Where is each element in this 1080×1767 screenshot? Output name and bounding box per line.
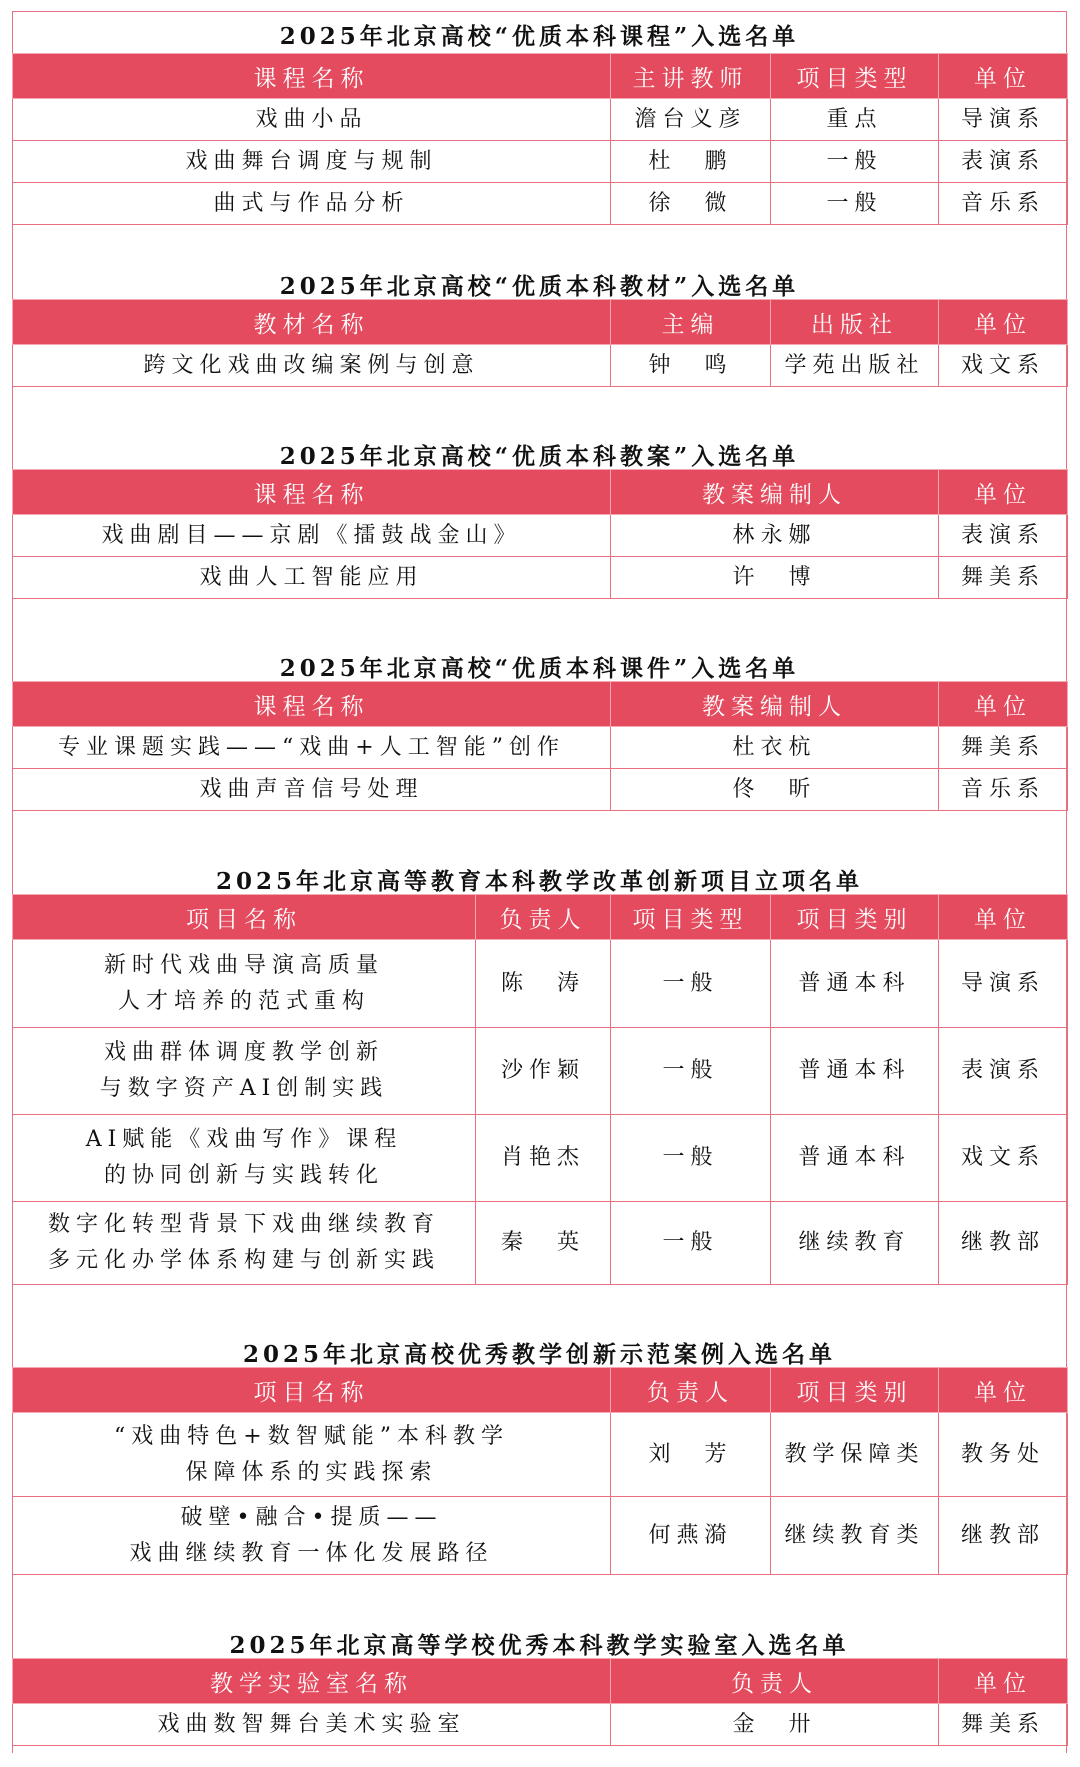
table-header-row	[13, 470, 1068, 515]
table-row	[13, 1028, 1068, 1115]
table-row	[13, 1704, 1068, 1746]
column-header: 单位	[939, 54, 1068, 99]
table-cell: 教务处	[939, 1413, 1068, 1497]
table-row	[13, 727, 1068, 769]
table-cell: 继续教育	[771, 1202, 939, 1285]
table-cell: 学苑出版社	[771, 345, 939, 387]
list-table	[12, 299, 1068, 387]
table-row	[13, 183, 1068, 225]
table-cell: 舞美系	[939, 1704, 1068, 1746]
section-title: 2025年北京高校“优质本科课程”入选名单	[279, 23, 800, 50]
table-cell: 何燕漪	[611, 1497, 771, 1575]
table-cell: 专业课题实践——“戏曲+人工智能”创作	[13, 727, 611, 769]
column-header: 课程名称	[13, 682, 611, 727]
table-cell: 戏曲人工智能应用	[13, 557, 611, 599]
section-title: 2025年北京高等教育本科教学改革创新项目立项名单	[215, 868, 863, 895]
list-table	[12, 1367, 1068, 1575]
table-cell: 秦 英	[476, 1202, 611, 1285]
column-header: 教材名称	[13, 300, 611, 345]
column-header: 单位	[939, 470, 1068, 515]
column-header: 项目类别	[771, 895, 939, 940]
table-cell: 林永娜	[611, 515, 939, 557]
table-cell: 继续教育类	[771, 1497, 939, 1575]
column-header: 负责人	[611, 1659, 939, 1704]
table-cell: 继教部	[939, 1497, 1068, 1575]
table-cell: “戏曲特色+数智赋能”本科教学 保障体系的实践探索	[13, 1413, 611, 1497]
table-cell: 跨文化戏曲改编案例与创意	[13, 345, 611, 387]
table-cell: 戏曲舞台调度与规制	[13, 141, 611, 183]
list-table	[12, 1658, 1068, 1746]
table-cell: 普通本科	[771, 1028, 939, 1115]
table-cell: 普通本科	[771, 1115, 939, 1202]
table-header-row	[13, 895, 1068, 940]
table-cell: 表演系	[939, 515, 1068, 557]
table-cell: 戏文系	[939, 345, 1068, 387]
table-cell: 戏曲小品	[13, 99, 611, 141]
column-header: 项目类型	[611, 895, 771, 940]
table-row	[13, 1115, 1068, 1202]
table-cell: 曲式与作品分析	[13, 183, 611, 225]
column-header: 教案编制人	[611, 682, 939, 727]
table-cell: 一般	[611, 1115, 771, 1202]
table-header-row	[13, 1368, 1068, 1413]
column-header: 单位	[939, 895, 1068, 940]
table-cell: 导演系	[939, 940, 1068, 1028]
table-cell: 金 卅	[611, 1704, 939, 1746]
table-header-row	[13, 300, 1068, 345]
column-header: 主编	[611, 300, 771, 345]
section-title: 2025年北京高等学校优秀本科教学实验室入选名单	[229, 1632, 850, 1659]
table-cell: 徐 微	[611, 183, 771, 225]
list-table	[12, 469, 1068, 599]
table-row	[13, 769, 1068, 811]
table-cell: 破壁•融合•提质—— 戏曲继续教育一体化发展路径	[13, 1497, 611, 1575]
table-cell: 戏曲数智舞台美术实验室	[13, 1704, 611, 1746]
column-header: 项目名称	[13, 1368, 611, 1413]
table-row	[13, 345, 1068, 387]
table-row	[13, 1202, 1068, 1285]
table-cell: 戏曲群体调度教学创新 与数字资产AI创制实践	[13, 1028, 476, 1115]
column-header: 项目类别	[771, 1368, 939, 1413]
table-cell: 佟 昕	[611, 769, 939, 811]
table-cell: 戏曲剧目——京剧《擂鼓战金山》	[13, 515, 611, 557]
table-row	[13, 1497, 1068, 1575]
table-cell: 杜 鹏	[611, 141, 771, 183]
column-header: 负责人	[611, 1368, 771, 1413]
table-row	[13, 141, 1068, 183]
table-cell: 一般	[611, 1202, 771, 1285]
section-title: 2025年北京高校“优质本科教材”入选名单	[279, 273, 800, 300]
table-cell: 重点	[771, 99, 939, 141]
list-table	[12, 894, 1068, 1285]
table-row	[13, 515, 1068, 557]
table-row	[13, 99, 1068, 141]
table-cell: 陈 涛	[476, 940, 611, 1028]
table-header-row	[13, 1659, 1068, 1704]
list-table	[12, 53, 1068, 225]
table-cell: 沙作颖	[476, 1028, 611, 1115]
table-cell: 澹台义彦	[611, 99, 771, 141]
column-header: 项目名称	[13, 895, 476, 940]
table-cell: 戏曲声音信号处理	[13, 769, 611, 811]
table-cell: 舞美系	[939, 727, 1068, 769]
column-header: 出版社	[771, 300, 939, 345]
table-header-row	[13, 54, 1068, 99]
column-header: 课程名称	[13, 54, 611, 99]
column-header: 单位	[939, 1368, 1068, 1413]
table-cell: 肖艳杰	[476, 1115, 611, 1202]
table-cell: 表演系	[939, 1028, 1068, 1115]
table-row	[13, 1413, 1068, 1497]
table-cell: 普通本科	[771, 940, 939, 1028]
table-cell: 一般	[611, 940, 771, 1028]
column-header: 课程名称	[13, 470, 611, 515]
column-header: 教学实验室名称	[13, 1659, 611, 1704]
table-cell: 钟 鸣	[611, 345, 771, 387]
column-header: 主讲教师	[611, 54, 771, 99]
column-header: 教案编制人	[611, 470, 939, 515]
column-header: 项目类型	[771, 54, 939, 99]
table-cell: 戏文系	[939, 1115, 1068, 1202]
section-title: 2025年北京高校优秀教学创新示范案例入选名单	[242, 1341, 836, 1368]
table-cell: 一般	[771, 183, 939, 225]
section-title: 2025年北京高校“优质本科课件”入选名单	[279, 655, 800, 682]
table-cell: 一般	[771, 141, 939, 183]
column-header: 负责人	[476, 895, 611, 940]
table-cell: 音乐系	[939, 183, 1068, 225]
table-cell: 刘 芳	[611, 1413, 771, 1497]
table-cell: 音乐系	[939, 769, 1068, 811]
table-cell: 表演系	[939, 141, 1068, 183]
section-title: 2025年北京高校“优质本科教案”入选名单	[279, 443, 800, 470]
list-table	[12, 681, 1068, 811]
table-cell: 许 博	[611, 557, 939, 599]
table-cell: 一般	[611, 1028, 771, 1115]
table-cell: 舞美系	[939, 557, 1068, 599]
column-header: 单位	[939, 682, 1068, 727]
table-row	[13, 940, 1068, 1028]
table-cell: 继教部	[939, 1202, 1068, 1285]
table-cell: AI赋能《戏曲写作》课程 的协同创新与实践转化	[13, 1115, 476, 1202]
table-cell: 教学保障类	[771, 1413, 939, 1497]
column-header: 单位	[939, 1659, 1068, 1704]
table-cell: 导演系	[939, 99, 1068, 141]
table-row	[13, 557, 1068, 599]
table-cell: 杜衣杭	[611, 727, 939, 769]
table-header-row	[13, 682, 1068, 727]
column-header: 单位	[939, 300, 1068, 345]
table-cell: 数字化转型背景下戏曲继续教育 多元化办学体系构建与创新实践	[13, 1202, 476, 1285]
table-cell: 新时代戏曲导演高质量 人才培养的范式重构	[13, 940, 476, 1028]
